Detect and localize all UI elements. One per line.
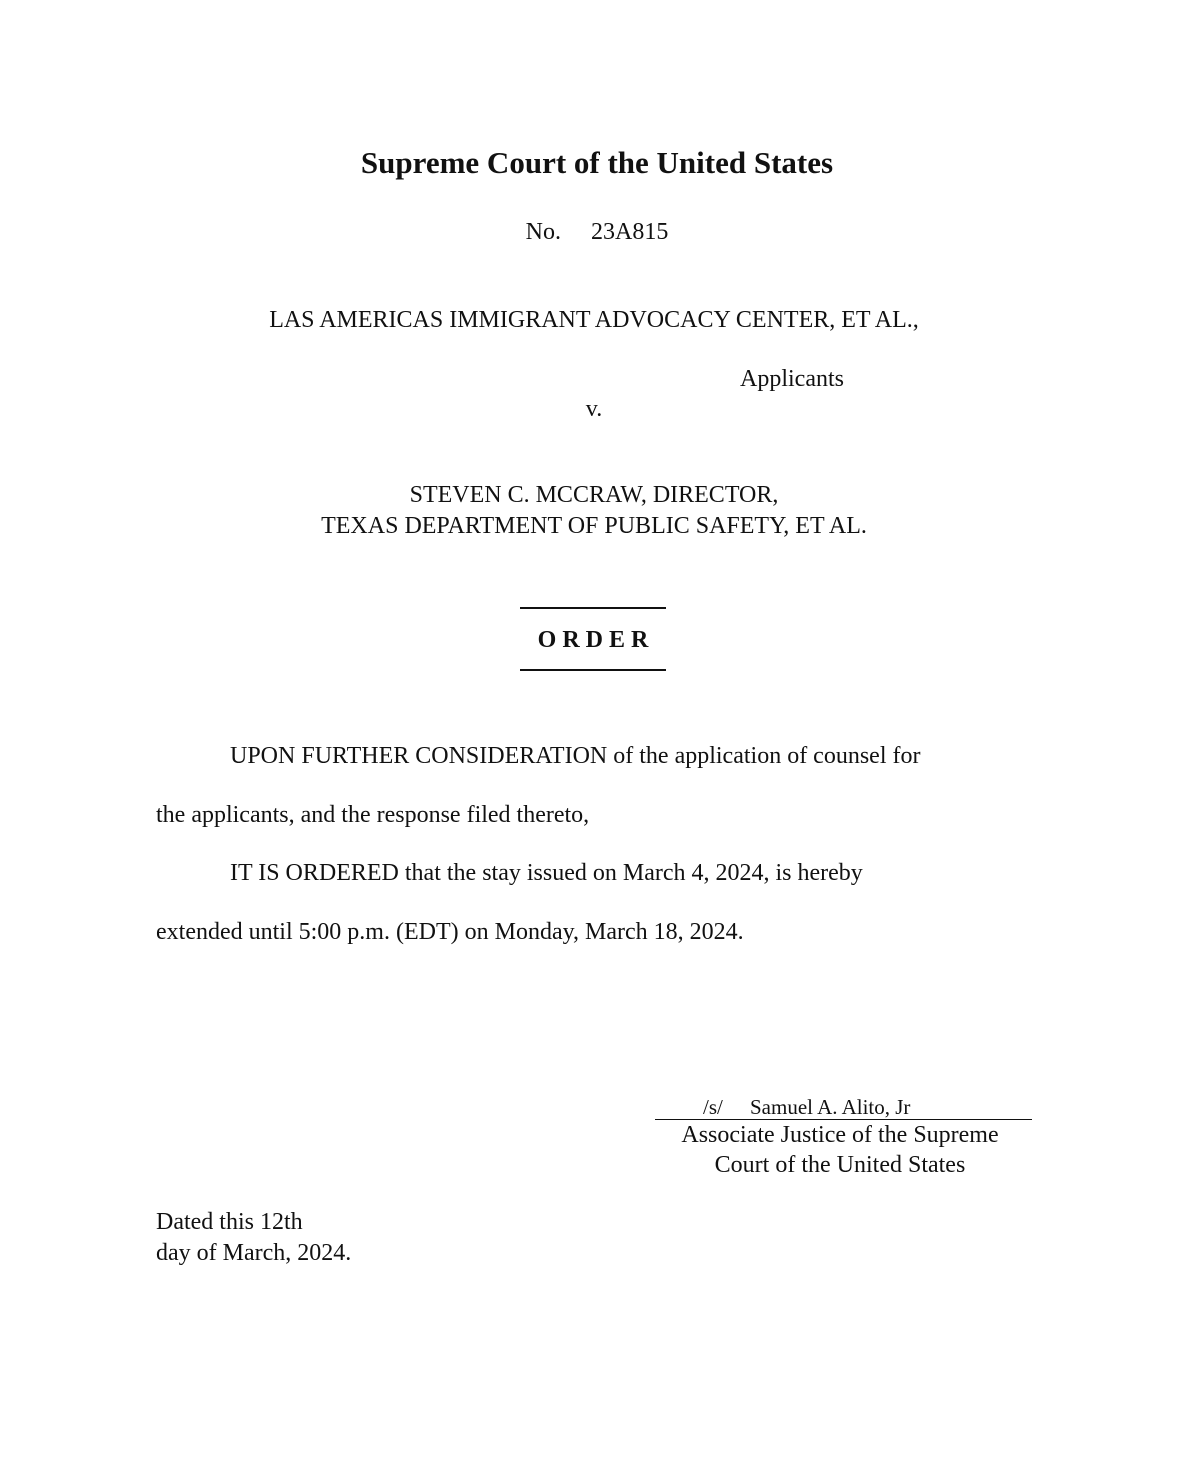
order-text-line-2: the applicants, and the response filed thereto, — [156, 802, 590, 828]
order-text-line-3: IT IS ORDERED that the stay issued on March 4, 2024, is hereby — [230, 860, 863, 886]
respondent-line-1: STEVEN C. MCCRAW, DIRECTOR, — [409, 482, 779, 508]
order-heading: ORDER — [537, 627, 655, 653]
docket-number: 23A815 — [591, 219, 669, 245]
signature-name: Samuel A. Alito, Jr — [750, 1095, 911, 1119]
dated-block — [156, 1207, 351, 1269]
court-title: Supreme Court of the United States — [360, 145, 834, 180]
dated-line-1: Dated this 12th — [156, 1209, 303, 1235]
signature-line — [655, 1093, 1032, 1120]
signatory-title — [655, 1120, 1025, 1180]
order-text-line-1: UPON FURTHER CONSIDERATION of the application of counsel for — [230, 743, 921, 769]
versus-label: v. — [585, 396, 603, 422]
applicants-role: Applicants — [740, 366, 844, 392]
docket-label: No. — [525, 219, 561, 245]
applicants-name: LAS AMERICAS IMMIGRANT ADVOCACY CENTER, ET AL., — [269, 307, 919, 333]
order-heading-block — [520, 607, 666, 671]
signatory-title-line-2: Court of the United States — [714, 1152, 966, 1178]
signatory-title-line-1: Associate Justice of the Supreme — [681, 1122, 999, 1148]
signature-mark: /s/ — [703, 1095, 723, 1119]
order-text-line-4: extended until 5:00 p.m. (EDT) on Monday, March 18, 2024. — [156, 919, 744, 945]
dated-line-2: day of March, 2024. — [156, 1240, 352, 1266]
respondent-block — [0, 480, 1188, 542]
respondent-line-2: TEXAS DEPARTMENT OF PUBLIC SAFETY, ET AL. — [321, 513, 867, 539]
docket-number-line — [0, 216, 1194, 248]
